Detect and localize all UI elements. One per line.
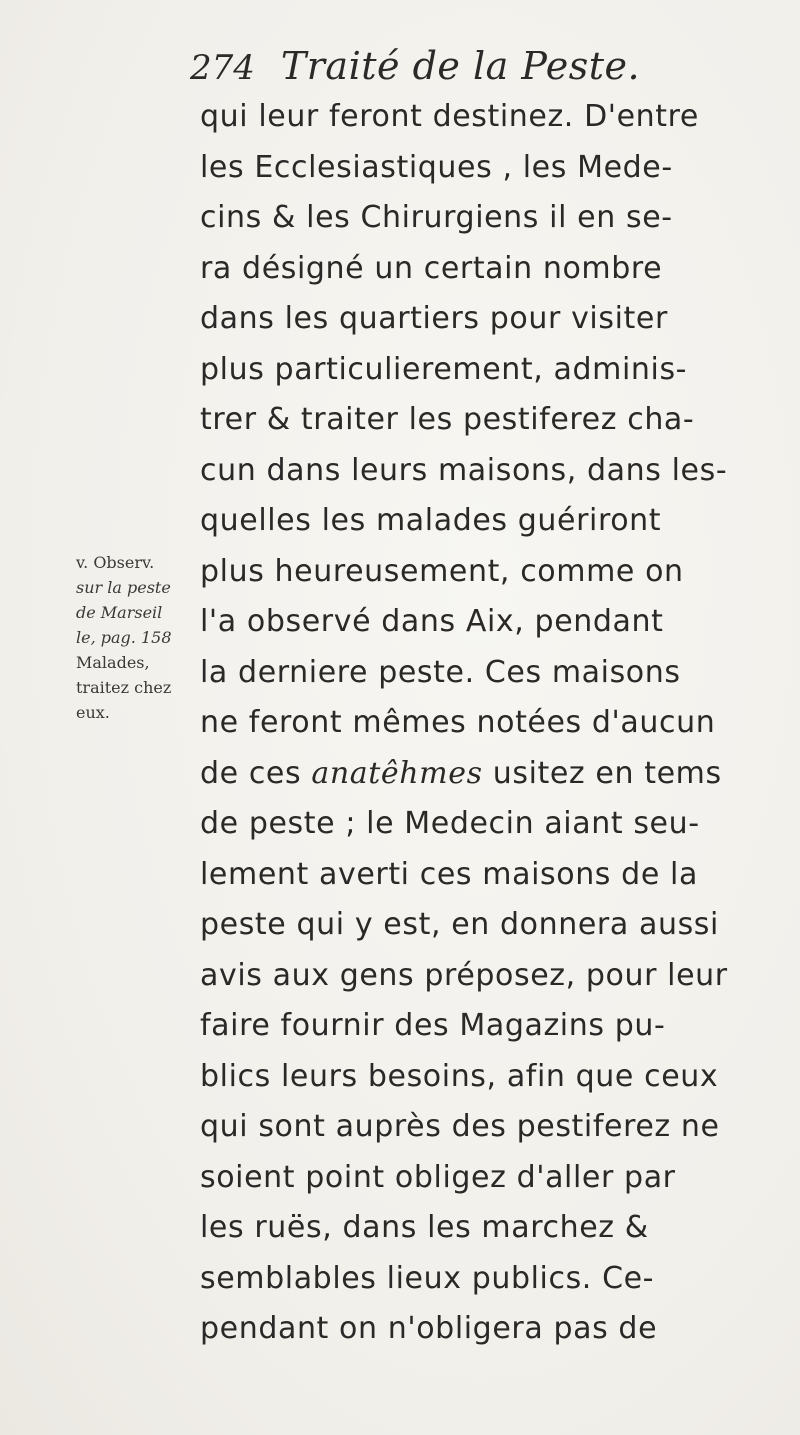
text-line: trer & traiter les pestiferez cha- <box>200 402 695 437</box>
body-text <box>200 92 780 1355</box>
margin-note-line: le, pag. 158 <box>76 628 172 647</box>
margin-note-line: de Marseil <box>76 603 163 622</box>
text-line: cun dans leurs maisons, dans les- <box>200 452 728 488</box>
running-title: Traité de la Peste. <box>280 44 641 88</box>
text-line: faire fournir des Magazins pu- <box>200 1008 666 1043</box>
margin-note <box>76 550 196 725</box>
text-line: quelles les malades guériront <box>200 503 662 538</box>
text-segment: de ces <box>200 755 312 791</box>
text-line: plus particulierement, adminis- <box>200 351 688 387</box>
text-line: ne feront mêmes notées d'aucun <box>200 705 716 740</box>
text-line: de peste ; le Medecin aiant seu- <box>200 806 700 841</box>
text-line: qui sont auprès des pestiferez ne <box>200 1109 720 1144</box>
page-number: 274 <box>190 48 255 88</box>
text-line: avis aux gens préposez, pour leur <box>200 957 728 993</box>
text-line: pendant on n'obligera pas de <box>200 1311 658 1346</box>
text-line: plus heureusement, comme on <box>200 553 684 589</box>
text-line: les Ecclesiastiques , les Mede- <box>200 149 673 185</box>
text-line: soient point obligez d'aller par <box>200 1159 676 1195</box>
text-line: semblables lieux publics. Ce- <box>200 1260 655 1296</box>
margin-note-line: traitez chez <box>76 678 172 697</box>
margin-note-line: sur la peste <box>76 578 171 597</box>
text-line: l'a observé dans Aix, pendant <box>200 604 664 639</box>
text-line: les ruës, dans les marchez & <box>200 1210 649 1245</box>
text-line: blics leurs besoins, afin que ceux <box>200 1058 719 1094</box>
text-line: lement averti ces maisons de la <box>200 856 698 892</box>
margin-note-line: Malades, <box>76 653 150 672</box>
text-line-mixed <box>200 749 780 800</box>
text-line: peste qui y est, en donnera aussi <box>200 907 719 942</box>
text-segment: usitez en tems <box>482 755 722 791</box>
margin-note-line: v. Observ. <box>76 553 155 572</box>
text-line: dans les quartiers pour visiter <box>200 301 668 336</box>
italic-term: anatêhmes <box>311 755 483 791</box>
text-line: ra désigné un certain nombre <box>200 250 663 286</box>
text-line: cins & les Chirurgiens il en se- <box>200 200 673 235</box>
margin-note-line: eux. <box>76 703 110 722</box>
text-line: qui leur feront destinez. D'entre <box>200 99 699 134</box>
text-line: la derniere peste. Ces maisons <box>200 654 681 690</box>
